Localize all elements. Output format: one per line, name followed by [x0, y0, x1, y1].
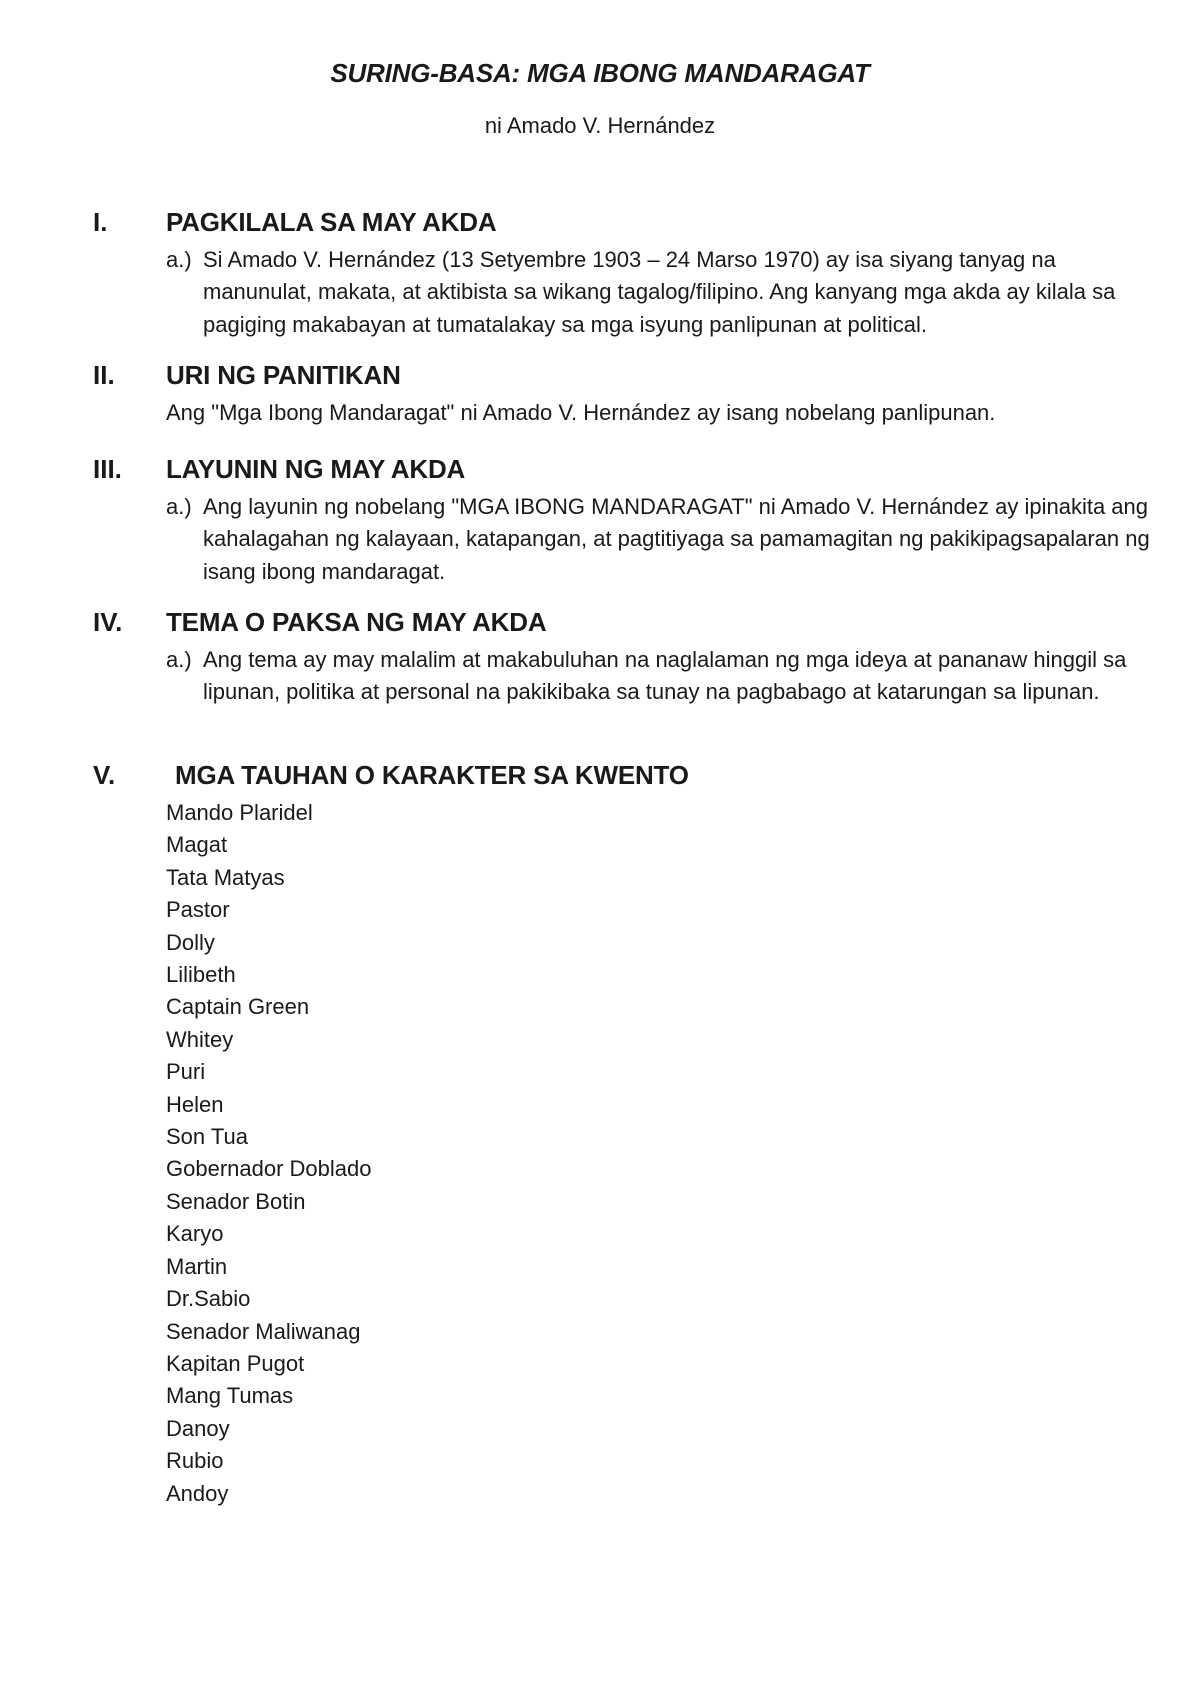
- character-item: Puri: [166, 1059, 206, 1085]
- list-item: [166, 491, 1156, 588]
- character-item: Lilibeth: [166, 962, 236, 988]
- item-text: Ang layunin ng nobelang "MGA IBONG MANDARAGAT" ni Amado V. Hernández ay ipinakita ang kahalagahan ng kalayaan, katapangan, at pagtitiyaga sa pamamagitan ng pakikipagsapalaran ng isang ibong mandaragat.: [203, 494, 1150, 584]
- section-heading: MGA TAUHAN O KARAKTER SA KWENTO: [175, 760, 689, 790]
- character-item: Karyo: [166, 1221, 224, 1247]
- item-marker: a.): [166, 247, 192, 272]
- section-body: [166, 491, 1156, 588]
- section-numeral: II.: [93, 360, 115, 390]
- character-item: Mang Tumas: [166, 1383, 294, 1409]
- item-marker: a.): [166, 494, 192, 519]
- character-item: Whitey: [166, 1026, 234, 1052]
- section-heading: LAYUNIN NG MAY AKDA: [166, 454, 466, 484]
- character-item: Mando Plaridel: [166, 800, 313, 825]
- character-item: Helen: [166, 1091, 224, 1117]
- section-body: [166, 397, 1156, 429]
- section-text: Ang "Mga Ibong Mandaragat" ni Amado V. Hernández ay isang nobelang panlipunan.: [166, 400, 996, 425]
- section-body: [166, 644, 1156, 709]
- character-item: Senador Maliwanag: [166, 1318, 361, 1344]
- section-numeral: V.: [93, 760, 116, 790]
- section-heading: TEMA O PAKSA NG MAY AKDA: [166, 607, 547, 637]
- character-item: Kapitan Pugot: [166, 1350, 305, 1376]
- item-text: Ang tema ay may malalim at makabuluhan na naglalaman ng mga ideya at pananaw hinggil sa lipunan, politika at personal na pakikibaka sa tunay na pagbabago at katarungan sa lipunan.: [203, 647, 1127, 705]
- character-item: Dolly: [166, 929, 215, 955]
- document-author: ni Amado V. Hernández: [484, 113, 716, 138]
- character-item: Captain Green: [166, 994, 310, 1020]
- section-heading: PAGKILALA SA MAY AKDA: [166, 207, 497, 237]
- character-list: [166, 797, 371, 1510]
- item-marker: a.): [166, 647, 192, 672]
- section-heading: URI NG PANITIKAN: [166, 360, 401, 390]
- character-item: Rubio: [166, 1448, 224, 1474]
- character-item: Dr.Sabio: [166, 1286, 251, 1312]
- section-numeral: I.: [93, 207, 108, 237]
- character-item: Pastor: [166, 897, 230, 923]
- character-item: Martin: [166, 1253, 228, 1279]
- character-item: Tata Matyas: [166, 864, 285, 890]
- character-item: Son Tua: [166, 1124, 248, 1150]
- section-numeral: IV.: [93, 607, 123, 637]
- character-item: Gobernador Doblado: [166, 1156, 372, 1182]
- item-text: Si Amado V. Hernández (13 Setyembre 1903 – 24 Marso 1970) ay isa siyang tanyag na manunulat, makata, at aktibista sa wikang tagalog/filipino. Ang kanyang mga akda ay kilala sa pagiging makabayan at tumatalakay sa mga isyung panlipunan at political.: [203, 247, 1116, 337]
- character-item: Magat: [166, 832, 228, 858]
- list-item: [166, 644, 1156, 709]
- section-body: [166, 244, 1156, 341]
- character-item: Andoy: [166, 1480, 229, 1506]
- character-item: Senador Botin: [166, 1188, 306, 1214]
- section-numeral: III.: [93, 454, 122, 484]
- document-title: SURING-BASA: MGA IBONG MANDARAGAT: [330, 58, 870, 88]
- list-item: [166, 244, 1156, 341]
- character-item: Danoy: [166, 1415, 230, 1441]
